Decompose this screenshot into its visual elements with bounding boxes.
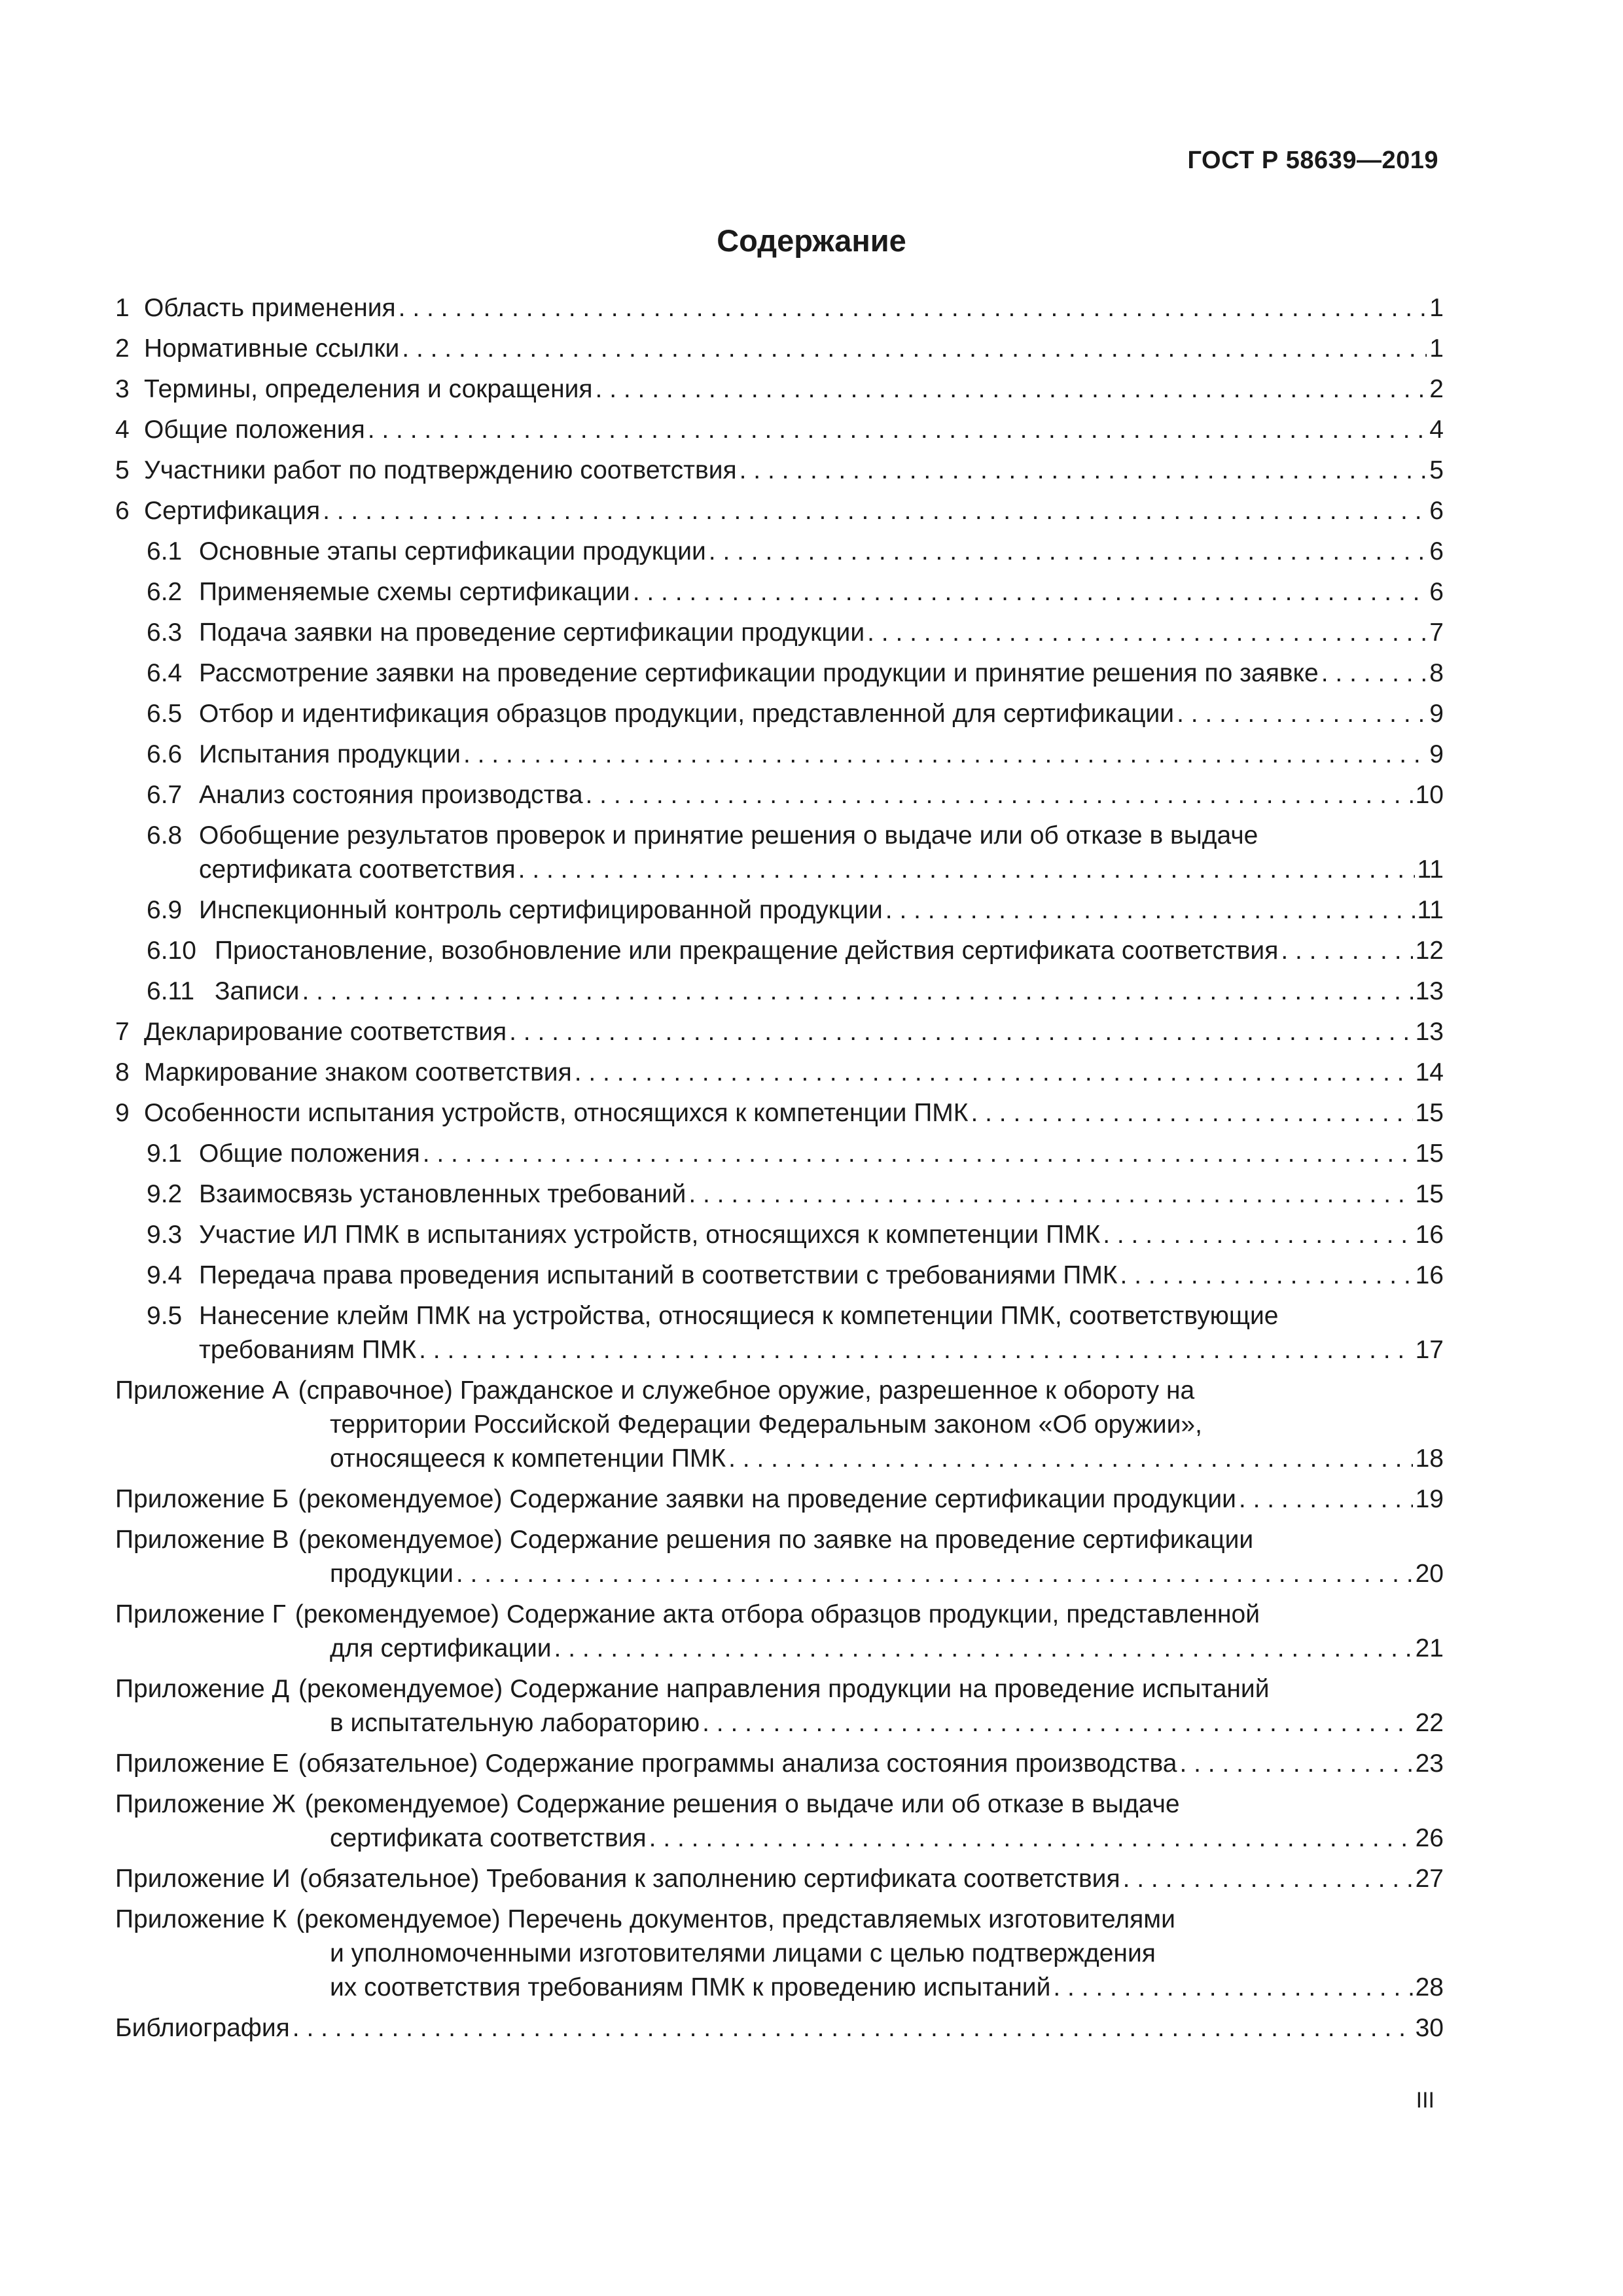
appendix-title: (рекомендуемое) Содержание направления продукции на проведение испытаний: [298, 1675, 1270, 1703]
toc-entry-line: [147, 535, 1444, 569]
dot-leader: [1177, 697, 1427, 731]
toc-entry-page: 9: [1429, 700, 1444, 728]
toc-entry-number: 5: [115, 456, 130, 484]
toc-entry-page: 11: [1417, 855, 1444, 884]
toc-entry-number: 2: [115, 334, 130, 363]
toc-entry[interactable]: [115, 1096, 1444, 1130]
toc-entry-title-continued: сертификата соответствия: [199, 855, 516, 884]
appendix-title: продукции: [330, 1560, 454, 1588]
dot-leader: [302, 975, 1412, 1009]
appendix-page: 20: [1415, 1560, 1444, 1588]
toc-entry[interactable]: [115, 738, 1444, 772]
toc-entry-page: 12: [1415, 937, 1444, 965]
toc-entry-title-continued: требованиям ПМК: [199, 1336, 417, 1364]
appendix-label: Приложение И: [115, 1865, 291, 1893]
toc-entry[interactable]: [115, 454, 1444, 488]
toc-entry-line: [147, 778, 1444, 812]
toc-entry-number: 9.5: [147, 1302, 183, 1330]
appendix-title: относящееся к компетенции ПМК: [330, 1444, 726, 1473]
dot-leader: [423, 1137, 1413, 1171]
appendix-label: Приложение К: [115, 1905, 287, 1933]
toc-entry-title: Участники работ по подтверждению соответствия: [144, 456, 737, 484]
toc-entry-number: 6.4: [147, 659, 183, 687]
appendix-label: Приложение В: [115, 1526, 289, 1554]
toc-entry-number: 6.7: [147, 781, 183, 809]
appendix-line: [115, 1482, 1444, 1516]
dot-leader: [702, 1706, 1413, 1740]
toc-entry-line: [147, 1299, 1444, 1333]
toc-entry-page: 15: [1415, 1139, 1444, 1168]
toc-entry[interactable]: [115, 1056, 1444, 1090]
appendix-title: сертификата соответствия: [330, 1824, 647, 1852]
dot-leader: [971, 1096, 1412, 1130]
dot-leader: [728, 1442, 1413, 1476]
toc-entry-title: Общие положения: [199, 1139, 420, 1168]
toc-entry-page: 15: [1415, 1180, 1444, 1208]
appendix-page: 26: [1415, 1824, 1444, 1852]
toc-entry-line: [147, 975, 1444, 1009]
toc-entry-number: 6.5: [147, 700, 183, 728]
appendix-page: 22: [1415, 1709, 1444, 1737]
toc-entry-page: 11: [1417, 896, 1444, 924]
dot-leader: [323, 494, 1427, 528]
appendix-line: [115, 1747, 1444, 1781]
toc-entry-number: 6.11: [147, 977, 195, 1005]
toc-entry[interactable]: [115, 291, 1444, 325]
appendix-title: (обязательное) Содержание программы анализа состояния производства: [298, 1749, 1177, 1778]
toc-entry-title: Обобщение результатов проверок и принятие решения о выдаче или об отказе в выдаче: [199, 821, 1258, 850]
appendix-page: 19: [1415, 1485, 1444, 1513]
appendix-entry[interactable]: [115, 1598, 1444, 1666]
dot-leader: [419, 1333, 1412, 1367]
appendix-line: [115, 1821, 1444, 1856]
page-title: Содержание: [717, 223, 906, 258]
appendix-entry[interactable]: [115, 1862, 1444, 1896]
toc-entry-page: 5: [1429, 456, 1444, 484]
toc-entry-number: 6.1: [147, 537, 183, 565]
toc-entry-page: 16: [1415, 1261, 1444, 1289]
dot-leader: [518, 853, 1415, 887]
toc-entry[interactable]: [115, 332, 1444, 366]
toc-entry-title: Основные этапы сертификации продукции: [199, 537, 706, 565]
dot-leader: [575, 1056, 1413, 1090]
toc-entry-line: [147, 934, 1444, 968]
toc-entry-line: [147, 656, 1444, 691]
appendix-title: в испытательную лабораторию: [330, 1709, 700, 1737]
bibliography-line: [115, 2011, 1444, 2045]
dot-leader: [586, 778, 1413, 812]
appendix-entry[interactable]: [115, 1374, 1444, 1476]
dot-leader: [740, 454, 1427, 488]
toc-entry-line: [147, 819, 1444, 853]
toc-entry[interactable]: [115, 616, 1444, 650]
toc-entry-page: 6: [1429, 537, 1444, 565]
toc-entry-number: 6: [115, 497, 130, 525]
toc-entry-page: 7: [1429, 619, 1444, 647]
toc-entry-page: 9: [1429, 740, 1444, 768]
appendix-title: (обязательное) Требования к заполнению сертификата соответствия: [299, 1865, 1120, 1893]
toc-entry-number: 9.2: [147, 1180, 183, 1208]
toc-entry[interactable]: [115, 778, 1444, 812]
appendix-entry[interactable]: [115, 1747, 1444, 1781]
toc-entry-page: 6: [1429, 578, 1444, 606]
toc-entry-line: [147, 616, 1444, 650]
appendix-line: [115, 1787, 1444, 1821]
appendix-entry[interactable]: [115, 1787, 1444, 1856]
toc-entry-page: 4: [1429, 416, 1444, 444]
bibliography-title: Библиография: [115, 2014, 290, 2042]
toc-entry-page: 13: [1415, 977, 1444, 1005]
toc-entry-number: 1: [115, 294, 130, 322]
toc-entry-page: 6: [1429, 497, 1444, 525]
toc-entry-number: 6.6: [147, 740, 183, 768]
toc-entry-title: Общие положения: [144, 416, 365, 444]
toc-entry-number: 8: [115, 1058, 130, 1086]
toc-entry-number: 9.4: [147, 1261, 183, 1289]
dot-leader: [1053, 1971, 1412, 2005]
toc-entry-page: 1: [1429, 334, 1444, 363]
toc-entry-line: [147, 893, 1444, 927]
toc-entry[interactable]: [115, 934, 1444, 968]
toc-entry[interactable]: [115, 893, 1444, 927]
dot-leader: [596, 372, 1427, 406]
toc-entry-title: Термины, определения и сокращения: [144, 375, 593, 403]
dot-leader: [649, 1821, 1413, 1856]
dot-leader: [293, 2011, 1413, 2045]
appendix-label: Приложение Е: [115, 1749, 289, 1778]
toc-entry-title: Сертификация: [144, 497, 321, 525]
toc-entry-title: Инспекционный контроль сертифицированной продукции: [199, 896, 883, 924]
appendix-page: 18: [1415, 1444, 1444, 1473]
toc-entry-page: 2: [1429, 375, 1444, 403]
toc-entry-number: 9.1: [147, 1139, 183, 1168]
toc-entry-line: [147, 1259, 1444, 1293]
appendix-line: [115, 1971, 1444, 2005]
appendix-line: [115, 1706, 1444, 1740]
appendix-line: [115, 1374, 1444, 1408]
toc-entry-title: Передача права проведения испытаний в соответствии с требованиями ПМК: [199, 1261, 1118, 1289]
toc-entry-title: Взаимосвязь установленных требований: [199, 1180, 687, 1208]
toc-entry-line: [115, 1056, 1444, 1090]
toc-entry-line: [115, 454, 1444, 488]
toc-entry-line: [147, 697, 1444, 731]
toc-entry-title: Записи: [215, 977, 300, 1005]
toc-entry-title: Область применения: [144, 294, 396, 322]
toc-entry-line: [115, 494, 1444, 528]
appendix-page: 23: [1415, 1749, 1444, 1778]
toc-entry-title: Испытания продукции: [199, 740, 461, 768]
dot-leader: [368, 413, 1427, 447]
appendix-title: их соответствия требованиям ПМК к проведению испытаний: [330, 1973, 1051, 2001]
toc-entry-title: Особенности испытания устройств, относящихся к компетенции ПМК: [144, 1099, 969, 1127]
appendix-line: [115, 1672, 1444, 1706]
toc-entry-title: Применяемые схемы сертификации: [199, 578, 630, 606]
toc-entry-title: Нанесение клейм ПМК на устройства, относящиеся к компетенции ПМК, соответствующие: [199, 1302, 1279, 1330]
appendix-page: 27: [1415, 1865, 1444, 1893]
toc-entry-page: 10: [1415, 781, 1444, 809]
toc-entry[interactable]: [115, 575, 1444, 609]
toc-entry-number: 7: [115, 1018, 130, 1046]
appendix-line: [115, 1442, 1444, 1476]
toc-entry-number: 9: [115, 1099, 130, 1127]
toc-entry-number: 6.9: [147, 896, 183, 924]
toc-entry[interactable]: [115, 656, 1444, 691]
appendix-title: (рекомендуемое) Перечень документов, представляемых изготовителями: [296, 1905, 1175, 1933]
appendix-label: Приложение А: [115, 1376, 289, 1405]
appendix-title: (рекомендуемое) Содержание акта отбора образцов продукции, представленной: [294, 1600, 1260, 1628]
toc-entry[interactable]: [115, 535, 1444, 569]
appendix-entry[interactable]: [115, 1903, 1444, 2005]
toc-entry-line: [115, 332, 1444, 366]
toc-entry-page: 14: [1415, 1058, 1444, 1086]
toc-entry-title: Участие ИЛ ПМК в испытаниях устройств, относящихся к компетенции ПМК: [199, 1221, 1101, 1249]
toc-entry-line: [147, 1177, 1444, 1211]
toc-entry-page: 1: [1429, 294, 1444, 322]
toc-entry-title: Отбор и идентификация образцов продукции, представленной для сертификации: [199, 700, 1175, 728]
dot-leader: [867, 616, 1427, 650]
bibliography-entry[interactable]: [115, 2011, 1444, 2045]
appendix-title: (справочное) Гражданское и служебное оружие, разрешенное к обороту на: [298, 1376, 1195, 1405]
toc-entry-title: Декларирование соответствия: [144, 1018, 507, 1046]
appendix-entry[interactable]: [115, 1523, 1444, 1591]
toc-entry-number: 6.8: [147, 821, 183, 850]
appendix-title: (рекомендуемое) Содержание решения о выдаче или об отказе в выдаче: [304, 1790, 1180, 1818]
toc-entry-number: 6.2: [147, 578, 183, 606]
dot-leader: [399, 291, 1427, 325]
document-code: ГОСТ Р 58639—2019: [1187, 147, 1438, 174]
appendix-label: Приложение Ж: [115, 1790, 296, 1818]
appendix-title: и уполномоченными изготовителями лицами с целью подтверждения: [330, 1939, 1156, 1967]
toc-entry-title: Анализ состояния производства: [199, 781, 583, 809]
appendix-page: 28: [1415, 1973, 1444, 2001]
appendix-label: Приложение Г: [115, 1600, 286, 1628]
dot-leader: [885, 893, 1415, 927]
dot-leader: [1239, 1482, 1413, 1516]
toc-entry[interactable]: [115, 413, 1444, 447]
appendix-line: [115, 1632, 1444, 1666]
toc-entry[interactable]: [115, 494, 1444, 528]
toc-entry-line: [147, 1333, 1444, 1367]
dot-leader: [1281, 934, 1412, 968]
toc-entry-number: 6.3: [147, 619, 183, 647]
toc-entry-line: [147, 853, 1444, 887]
toc-entry-line: [147, 1218, 1444, 1252]
toc-entry[interactable]: [115, 1137, 1444, 1171]
appendix-line: [115, 1598, 1444, 1632]
toc-entry-title: Приостановление, возобновление или прекращение действия сертификата соответствия: [215, 937, 1279, 965]
appendix-line: [115, 1862, 1444, 1896]
toc-entry-line: [147, 1137, 1444, 1171]
appendix-entry[interactable]: [115, 1482, 1444, 1516]
appendix-line: [115, 1937, 1444, 1971]
appendix-entry[interactable]: [115, 1672, 1444, 1740]
appendix-line: [115, 1557, 1444, 1591]
appendix-page: 21: [1415, 1634, 1444, 1662]
appendix-title: территории Российской Федерации Федеральным законом «Об оружии»,: [330, 1410, 1202, 1439]
toc-entry-line: [147, 575, 1444, 609]
toc-entry-line: [115, 1015, 1444, 1049]
bibliography-page: 30: [1415, 2014, 1444, 2042]
dot-leader: [509, 1015, 1412, 1049]
toc-entry-line: [115, 372, 1444, 406]
appendix-line: [115, 1523, 1444, 1557]
dot-leader: [1321, 656, 1427, 691]
toc-entry-title: Маркирование знаком соответствия: [144, 1058, 572, 1086]
toc-entry-line: [115, 291, 1444, 325]
dot-leader: [402, 332, 1427, 366]
toc-entry-title: Подача заявки на проведение сертификации продукции: [199, 619, 865, 647]
dot-leader: [688, 1177, 1412, 1211]
toc-entry-line: [115, 413, 1444, 447]
appendix-line: [115, 1408, 1444, 1442]
toc-entry-page: 8: [1429, 659, 1444, 687]
dot-leader: [1179, 1747, 1412, 1781]
toc-entry-number: 4: [115, 416, 130, 444]
toc-entry-line: [115, 1096, 1444, 1130]
toc-entry[interactable]: [115, 1299, 1444, 1367]
page-number: III: [1416, 2088, 1435, 2113]
toc-entry-page: 17: [1415, 1336, 1444, 1364]
appendix-label: Приложение Б: [115, 1485, 289, 1513]
toc-entry[interactable]: [115, 1259, 1444, 1293]
toc-entry-number: 6.10: [147, 937, 196, 965]
dot-leader: [1120, 1259, 1413, 1293]
toc-entry-number: 9.3: [147, 1221, 183, 1249]
toc-entry[interactable]: [115, 1218, 1444, 1252]
toc-entry[interactable]: [115, 697, 1444, 731]
toc-entry-page: 15: [1415, 1099, 1444, 1127]
appendix-title: для сертификации: [330, 1634, 552, 1662]
toc-entry-title: Рассмотрение заявки на проведение сертификации продукции и принятие решения по заявке: [199, 659, 1319, 687]
dot-leader: [554, 1632, 1413, 1666]
dot-leader: [463, 738, 1427, 772]
dot-leader: [633, 575, 1427, 609]
toc-entry-page: 16: [1415, 1221, 1444, 1249]
appendix-title: (рекомендуемое) Содержание решения по заявке на проведение сертификации: [298, 1526, 1254, 1554]
appendix-line: [115, 1903, 1444, 1937]
toc-entry[interactable]: [115, 975, 1444, 1009]
dot-leader: [709, 535, 1427, 569]
toc-entry-number: 3: [115, 375, 130, 403]
table-of-contents: [115, 291, 1444, 2052]
dot-leader: [456, 1557, 1413, 1591]
toc-entry[interactable]: [115, 372, 1444, 406]
dot-leader: [1123, 1862, 1413, 1896]
toc-entry[interactable]: [115, 819, 1444, 887]
appendix-title: (рекомендуемое) Содержание заявки на проведение сертификации продукции: [298, 1485, 1236, 1513]
toc-entry-line: [147, 738, 1444, 772]
toc-entry-title: Нормативные ссылки: [144, 334, 400, 363]
toc-entry[interactable]: [115, 1015, 1444, 1049]
toc-entry-page: 13: [1415, 1018, 1444, 1046]
toc-entry[interactable]: [115, 1177, 1444, 1211]
appendix-label: Приложение Д: [115, 1675, 289, 1703]
dot-leader: [1103, 1218, 1412, 1252]
